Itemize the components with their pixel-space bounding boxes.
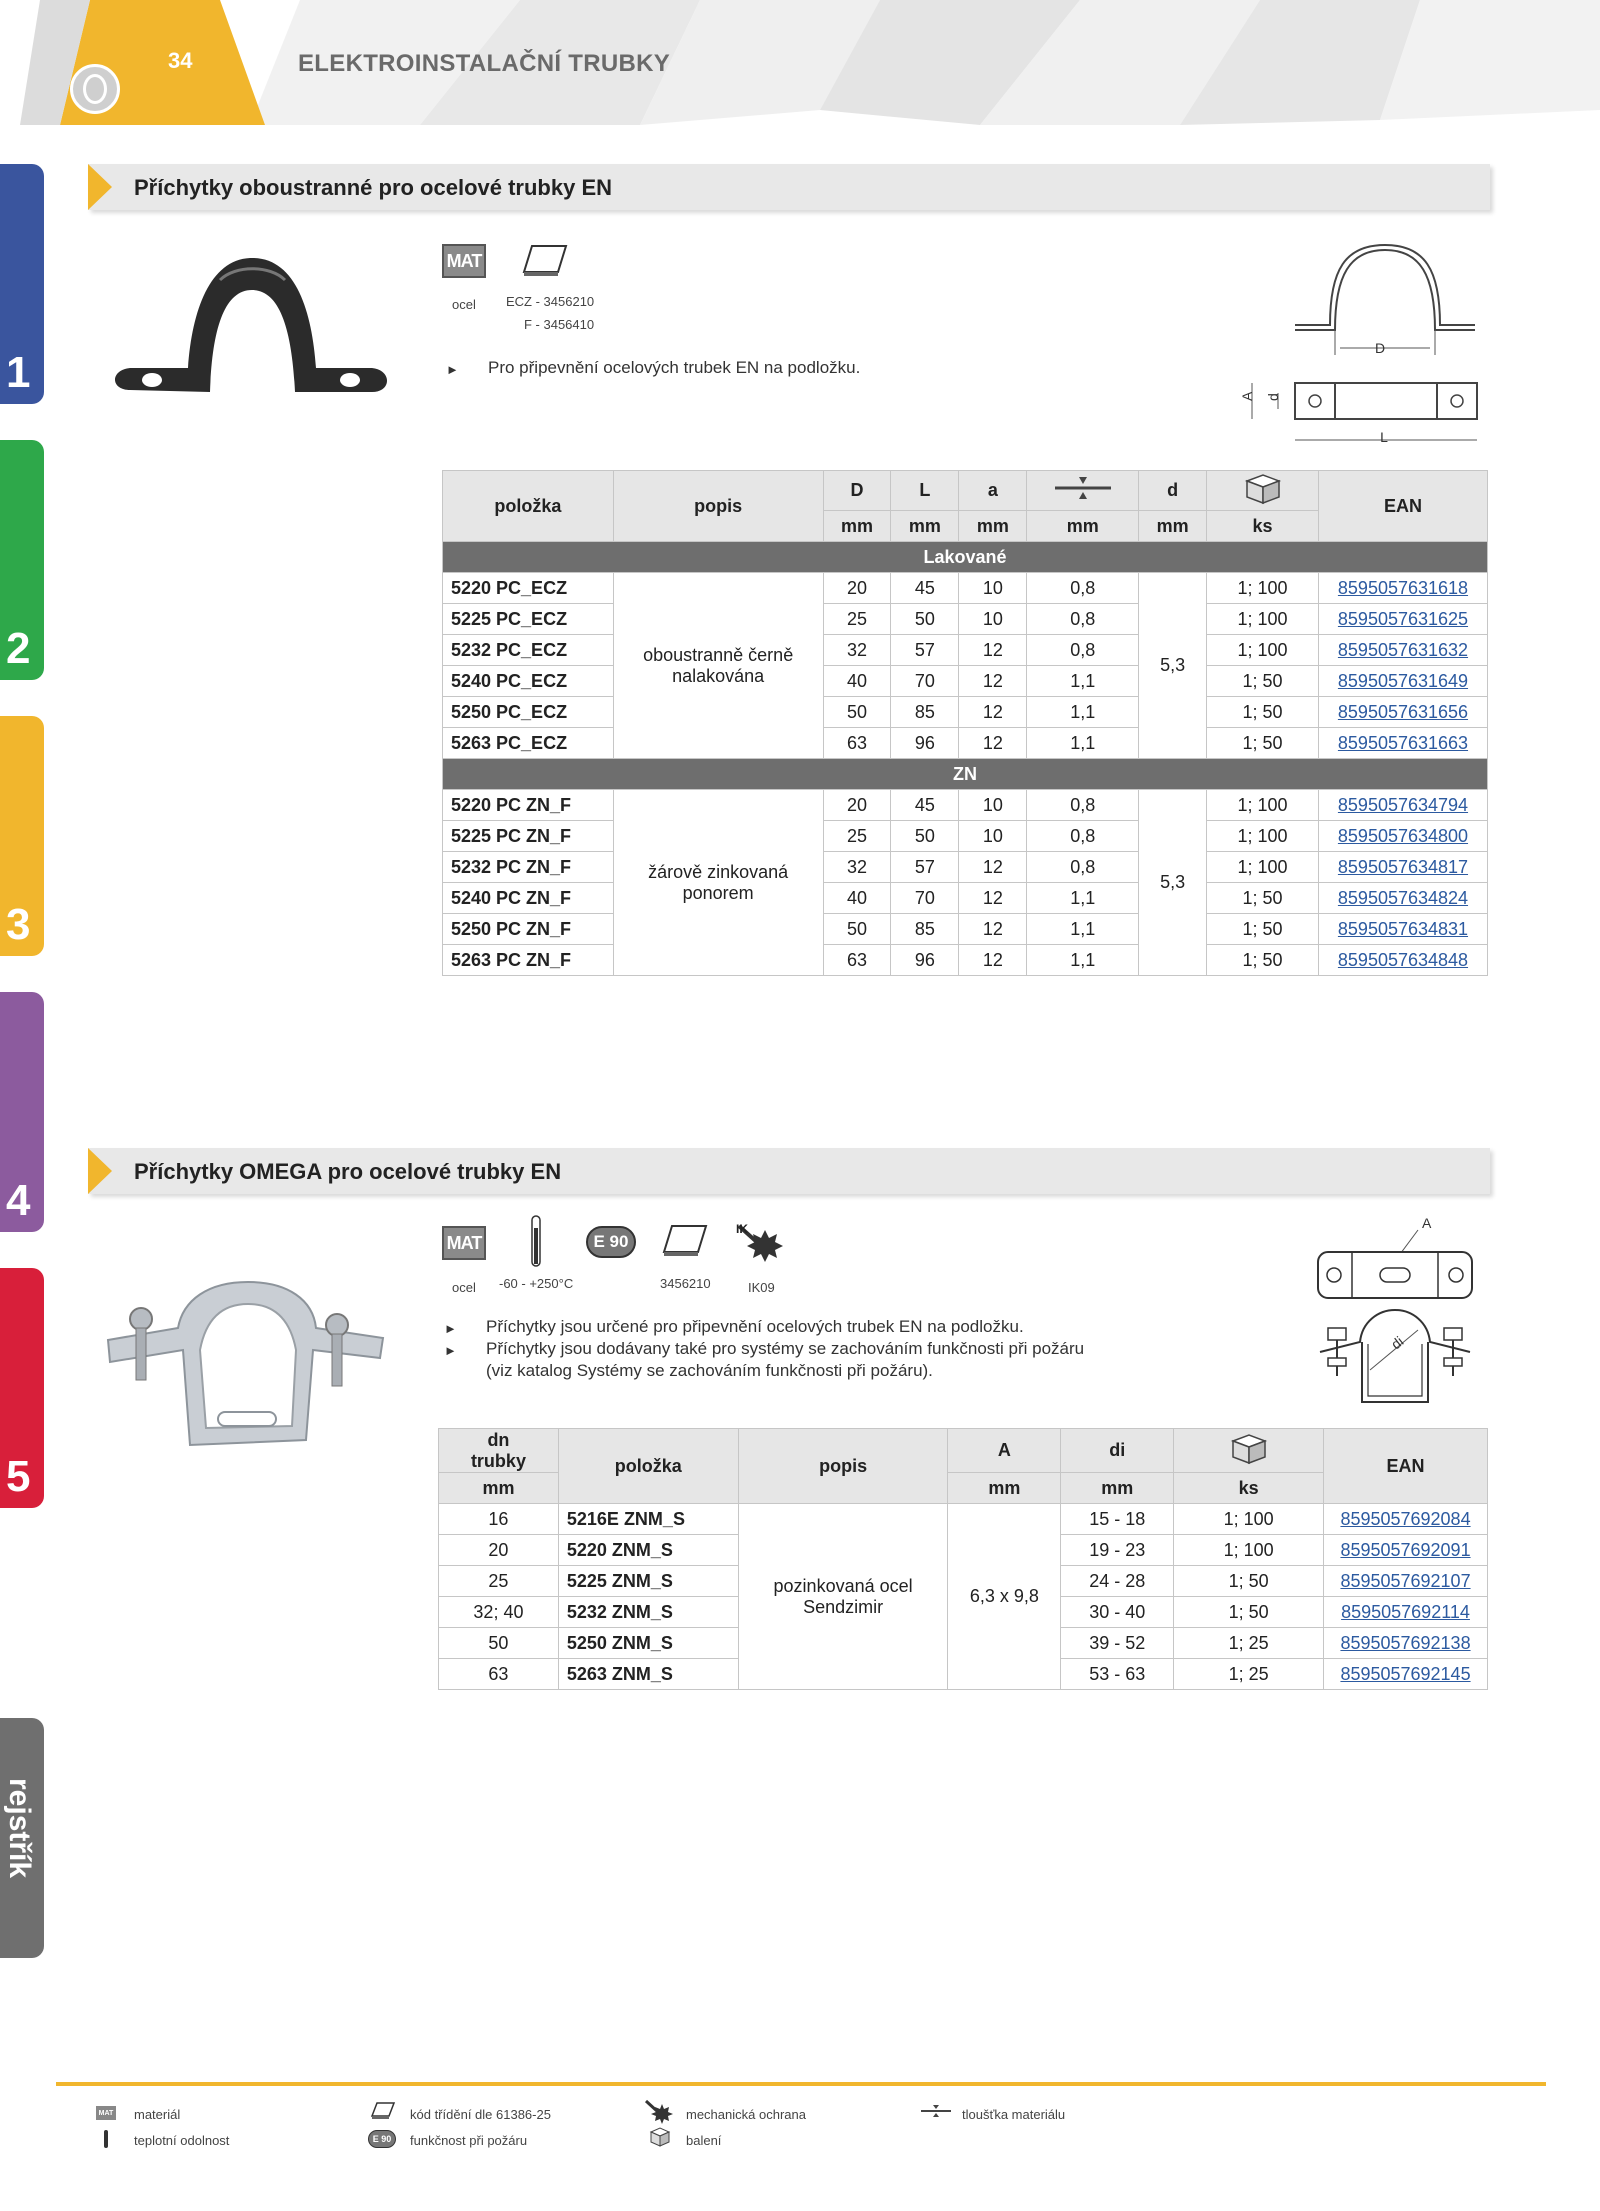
table-cell: 63 [823, 728, 891, 759]
table-cell: 30 - 40 [1061, 1597, 1174, 1628]
col-D: D [823, 471, 891, 511]
ean-link[interactable]: 8595057631618 [1318, 573, 1487, 604]
table-cell: 12 [959, 945, 1027, 976]
legend-fire: funkčnost při požáru [410, 2133, 528, 2148]
table-cell: 16 [439, 1504, 559, 1535]
table-cell: 5216E ZNM_S [558, 1504, 738, 1535]
A-cell: 6,3 x 9,8 [948, 1504, 1061, 1690]
table-cell: 40 [823, 883, 891, 914]
table-cell: 5225 ZNM_S [558, 1566, 738, 1597]
table-cell: 0,8 [1027, 635, 1139, 666]
popis-cell: pozinkovaná ocel Sendzimir [738, 1504, 948, 1690]
section1-heading: Příchytky oboustranné pro ocelové trubky EN [88, 164, 1490, 210]
thickness-icon [1053, 475, 1113, 501]
table-cell: 10 [959, 821, 1027, 852]
section2-heading: Příchytky OMEGA pro ocelové trubky EN [88, 1148, 1490, 1194]
table-cell: 5220 PC ZN_F [443, 790, 614, 821]
omega-clip-photo [88, 1270, 388, 1470]
table-cell: mm [823, 511, 891, 542]
table-cell: 1; 50 [1174, 1597, 1324, 1628]
table-row [443, 635, 1488, 666]
table-cell: 15 - 18 [1061, 1504, 1174, 1535]
saddle-clip-photo [100, 220, 400, 420]
table-cell: 1; 100 [1207, 821, 1319, 852]
ean-link[interactable]: 8595057631649 [1318, 666, 1487, 697]
table-cell: 96 [891, 728, 959, 759]
col-di: di [1061, 1429, 1174, 1473]
table-cell: 12 [959, 728, 1027, 759]
table-row [443, 728, 1488, 759]
legend-e90-icon: E 90 [368, 2130, 396, 2148]
table-cell: 32; 40 [439, 1597, 559, 1628]
table-cell: 85 [891, 697, 959, 728]
table-cell: 50 [823, 914, 891, 945]
table-cell: 1; 50 [1207, 914, 1319, 945]
table-cell: 85 [891, 914, 959, 945]
ean-link[interactable]: 8595057692145 [1324, 1659, 1488, 1690]
bullet-item: ► Příchytky jsou určené pro připevnění ocelových trubek EN na podložku. [444, 1316, 1084, 1338]
table-cell: mm [439, 1473, 559, 1504]
bullet-item: ► Příchytky jsou dodávany také pro systémy se zachováním funkčnosti při požáru [444, 1338, 1084, 1360]
side-tab-index[interactable]: rejstřík [0, 1718, 44, 1958]
diagram-label-d: d [1265, 393, 1281, 401]
table-cell: 1; 50 [1207, 728, 1319, 759]
ean-link[interactable]: 8595057634824 [1318, 883, 1487, 914]
table-cell: 53 - 63 [1061, 1659, 1174, 1690]
table-cell: 5250 ZNM_S [558, 1628, 738, 1659]
ean-link[interactable]: 8595057634794 [1318, 790, 1487, 821]
table-row [443, 604, 1488, 635]
table-cell: 1; 100 [1207, 635, 1319, 666]
col-ean: EAN [1324, 1429, 1488, 1504]
table-cell: 0,8 [1027, 604, 1139, 635]
popis-cell: žárově zinkovaná ponorem [613, 790, 823, 976]
table-cell: 0,8 [1027, 573, 1139, 604]
ean-link[interactable]: 8595057634800 [1318, 821, 1487, 852]
col-L: L [891, 471, 959, 511]
table-row [443, 666, 1488, 697]
classification-code-icon [520, 242, 570, 280]
legend-mechanical: mechanická ochrana [686, 2107, 806, 2122]
col-d: d [1139, 471, 1207, 511]
col-polozka: položka [558, 1429, 738, 1504]
table-cell: 10 [959, 604, 1027, 635]
table-row [443, 821, 1488, 852]
diagram-label-L: L [1380, 429, 1388, 445]
legend-temperature-icon [104, 2130, 108, 2148]
bullet-item: ► Pro připevnění ocelových trubek EN na podložku. [446, 357, 860, 379]
table-cell: 1; 50 [1207, 666, 1319, 697]
table-cell: 12 [959, 697, 1027, 728]
ean-link[interactable]: 8595057631632 [1318, 635, 1487, 666]
table-cell: 12 [959, 852, 1027, 883]
table-cell: 5240 PC_ECZ [443, 666, 614, 697]
package-icon [1241, 471, 1285, 505]
table-cell: 63 [439, 1659, 559, 1690]
table-row [443, 573, 1488, 604]
table-cell: 50 [823, 697, 891, 728]
code-f: F - 3456410 [524, 317, 595, 332]
table-cell: mm [891, 511, 959, 542]
saddle-clip-table [442, 470, 1488, 976]
legend-thickness-icon [920, 2104, 952, 2118]
ean-link[interactable]: 8595057634848 [1318, 945, 1487, 976]
table-cell: 1,1 [1027, 697, 1139, 728]
table-cell: 63 [823, 945, 891, 976]
table-cell: 1; 50 [1207, 945, 1319, 976]
diagram-label-di: di [1387, 1333, 1407, 1353]
table-cell: 1; 50 [1207, 697, 1319, 728]
table-cell: 5232 PC_ECZ [443, 635, 614, 666]
legend-thickness: tloušťka materiálu [962, 2107, 1066, 2122]
table-cell: 12 [959, 883, 1027, 914]
col-popis: popis [613, 471, 823, 542]
table-cell: 12 [959, 666, 1027, 697]
table-cell: 5232 ZNM_S [558, 1597, 738, 1628]
table-cell: ks [1174, 1473, 1324, 1504]
legend-mechanical-icon [644, 2098, 674, 2124]
col-package [1174, 1429, 1324, 1473]
d-cell: 5,3 [1139, 573, 1207, 759]
table-cell: 57 [891, 852, 959, 883]
ean-link[interactable]: 8595057692107 [1324, 1566, 1488, 1597]
table-cell: 5225 PC ZN_F [443, 821, 614, 852]
code-ecz: ECZ - 3456210 [506, 294, 595, 309]
table-cell: 45 [891, 790, 959, 821]
legend-package: balení [686, 2133, 722, 2148]
omega-clip-diagram [1300, 1210, 1490, 1430]
table-cell: 96 [891, 945, 959, 976]
table-cell: 5263 PC_ECZ [443, 728, 614, 759]
table-row [443, 790, 1488, 821]
table-cell: 1; 50 [1174, 1566, 1324, 1597]
table-cell: 12 [959, 914, 1027, 945]
legend-classification-icon [370, 2100, 396, 2122]
table-cell: 19 - 23 [1061, 1535, 1174, 1566]
col-dn: dn trubky [439, 1429, 559, 1473]
legend-package-icon [648, 2126, 672, 2148]
table-cell: 40 [823, 666, 891, 697]
material-label: ocel [452, 297, 476, 312]
table-cell: 5220 PC_ECZ [443, 573, 614, 604]
table-cell: 24 - 28 [1061, 1566, 1174, 1597]
section1-bullets [446, 357, 860, 379]
side-tab-3[interactable]: 3 [0, 716, 44, 956]
table-cell: ks [1207, 511, 1319, 542]
table-cell: 25 [823, 821, 891, 852]
header-background [0, 0, 1600, 125]
saddle-clip-diagram [1220, 230, 1490, 450]
col-package [1207, 471, 1319, 511]
page-number: 34 [168, 48, 193, 73]
ean-link[interactable]: 8595057634817 [1318, 852, 1487, 883]
brand-logo [70, 64, 120, 114]
ean-link[interactable]: 8595057631663 [1318, 728, 1487, 759]
table-cell: 1; 50 [1207, 883, 1319, 914]
section2-bullets [444, 1316, 1084, 1382]
page-header [0, 0, 1600, 125]
ean-link[interactable]: 8595057631656 [1318, 697, 1487, 728]
table-cell: 45 [891, 573, 959, 604]
table-cell: 5220 ZNM_S [558, 1535, 738, 1566]
table-row [443, 852, 1488, 883]
ean-link[interactable]: 8595057692091 [1324, 1535, 1488, 1566]
side-tab-5[interactable]: 5 [0, 1268, 44, 1508]
table-cell: mm [1027, 511, 1139, 542]
table-cell: 0,8 [1027, 852, 1139, 883]
popis-cell: oboustranně černě nalakována [613, 573, 823, 759]
table-cell: mm [1139, 511, 1207, 542]
table-cell: 10 [959, 573, 1027, 604]
table-cell: 1; 100 [1207, 604, 1319, 635]
table-cell: 1; 25 [1174, 1659, 1324, 1690]
table-cell: 20 [439, 1535, 559, 1566]
material-icon: MAT [442, 244, 486, 278]
table-cell: 39 - 52 [1061, 1628, 1174, 1659]
ik-label: IK09 [748, 1280, 775, 1295]
table-cell: 1; 100 [1207, 790, 1319, 821]
table-cell: 50 [891, 604, 959, 635]
omega-clip-table [438, 1428, 1488, 1690]
bullet-continuation: (viz katalog Systémy se zachováním funkčnosti při požáru). [486, 1361, 933, 1380]
side-tab-2[interactable]: 2 [0, 440, 44, 680]
table-cell: 10 [959, 790, 1027, 821]
table-cell: 70 [891, 883, 959, 914]
legend-temperature: teplotní odolnost [134, 2133, 230, 2148]
col-ean: EAN [1318, 471, 1487, 542]
side-tab-4[interactable]: 4 [0, 992, 44, 1232]
package-icon [1227, 1431, 1271, 1465]
legend-material: materiál [134, 2107, 181, 2122]
classification-code-icon [660, 1222, 710, 1260]
table-cell: 5232 PC ZN_F [443, 852, 614, 883]
col-popis: popis [738, 1429, 948, 1504]
table-cell: 5263 ZNM_S [558, 1659, 738, 1690]
ean-link[interactable]: 8595057631625 [1318, 604, 1487, 635]
legend-material-icon: MAT [96, 2106, 116, 2120]
table-cell: 1; 100 [1207, 852, 1319, 883]
table-cell: 25 [823, 604, 891, 635]
table-cell: 1,1 [1027, 883, 1139, 914]
table-cell: 5240 PC ZN_F [443, 883, 614, 914]
table-row [443, 883, 1488, 914]
group-row: ZN [443, 759, 1488, 790]
table-row [443, 914, 1488, 945]
table-cell: 57 [891, 635, 959, 666]
table-cell: mm [948, 1473, 1061, 1504]
material-label: ocel [452, 1280, 476, 1295]
table-cell: 20 [823, 573, 891, 604]
e90-icon: E 90 [586, 1226, 636, 1258]
ean-link[interactable]: 8595057692114 [1324, 1597, 1488, 1628]
temperature-label: -60 - +250°C [499, 1276, 574, 1291]
ean-link[interactable]: 8595057692138 [1324, 1628, 1488, 1659]
table-cell: 12 [959, 635, 1027, 666]
page-title: ELEKTROINSTALAČNÍ TRUBKY [298, 50, 671, 77]
ik-mark: IK [736, 1222, 748, 1236]
table-cell: 1,1 [1027, 945, 1139, 976]
table-cell: 5225 PC_ECZ [443, 604, 614, 635]
table-cell: mm [1061, 1473, 1174, 1504]
table-cell: 1; 100 [1174, 1535, 1324, 1566]
material-icon: MAT [442, 1226, 486, 1260]
table-row [443, 697, 1488, 728]
table-row [439, 1504, 1488, 1535]
footer-divider [56, 2082, 1546, 2086]
diagram-label-A: A [1422, 1215, 1432, 1231]
diagram-label-A: A [1239, 391, 1255, 401]
table-row [443, 945, 1488, 976]
side-tab-1[interactable]: 1 [0, 164, 44, 404]
table-cell: 1; 100 [1207, 573, 1319, 604]
table-cell: 1; 100 [1174, 1504, 1324, 1535]
legend-classification: kód třídění dle 61386-25 [410, 2107, 551, 2122]
table-cell: 20 [823, 790, 891, 821]
temperature-icon [526, 1214, 546, 1270]
table-cell: 1; 25 [1174, 1628, 1324, 1659]
table-cell: 5263 PC ZN_F [443, 945, 614, 976]
diagram-label-D: D [1374, 340, 1386, 356]
table-cell: 5250 PC_ECZ [443, 697, 614, 728]
code-label: 3456210 [660, 1276, 711, 1291]
d-cell: 5,3 [1139, 790, 1207, 976]
table-cell: 0,8 [1027, 821, 1139, 852]
col-a: a [959, 471, 1027, 511]
ean-link[interactable]: 8595057634831 [1318, 914, 1487, 945]
table-cell: 32 [823, 852, 891, 883]
table-cell: 70 [891, 666, 959, 697]
table-cell: 50 [891, 821, 959, 852]
col-thickness [1027, 471, 1139, 511]
table-cell: 1,1 [1027, 728, 1139, 759]
col-polozka: položka [443, 471, 614, 542]
table-cell: 50 [439, 1628, 559, 1659]
table-cell: 1,1 [1027, 666, 1139, 697]
table-cell: mm [959, 511, 1027, 542]
table-cell: 0,8 [1027, 790, 1139, 821]
table-cell: 5250 PC ZN_F [443, 914, 614, 945]
table-cell: 32 [823, 635, 891, 666]
ean-link[interactable]: 8595057692084 [1324, 1504, 1488, 1535]
table-cell: 1,1 [1027, 914, 1139, 945]
table-cell: 25 [439, 1566, 559, 1597]
group-row: Lakované [443, 542, 1488, 573]
col-A: A [948, 1429, 1061, 1473]
